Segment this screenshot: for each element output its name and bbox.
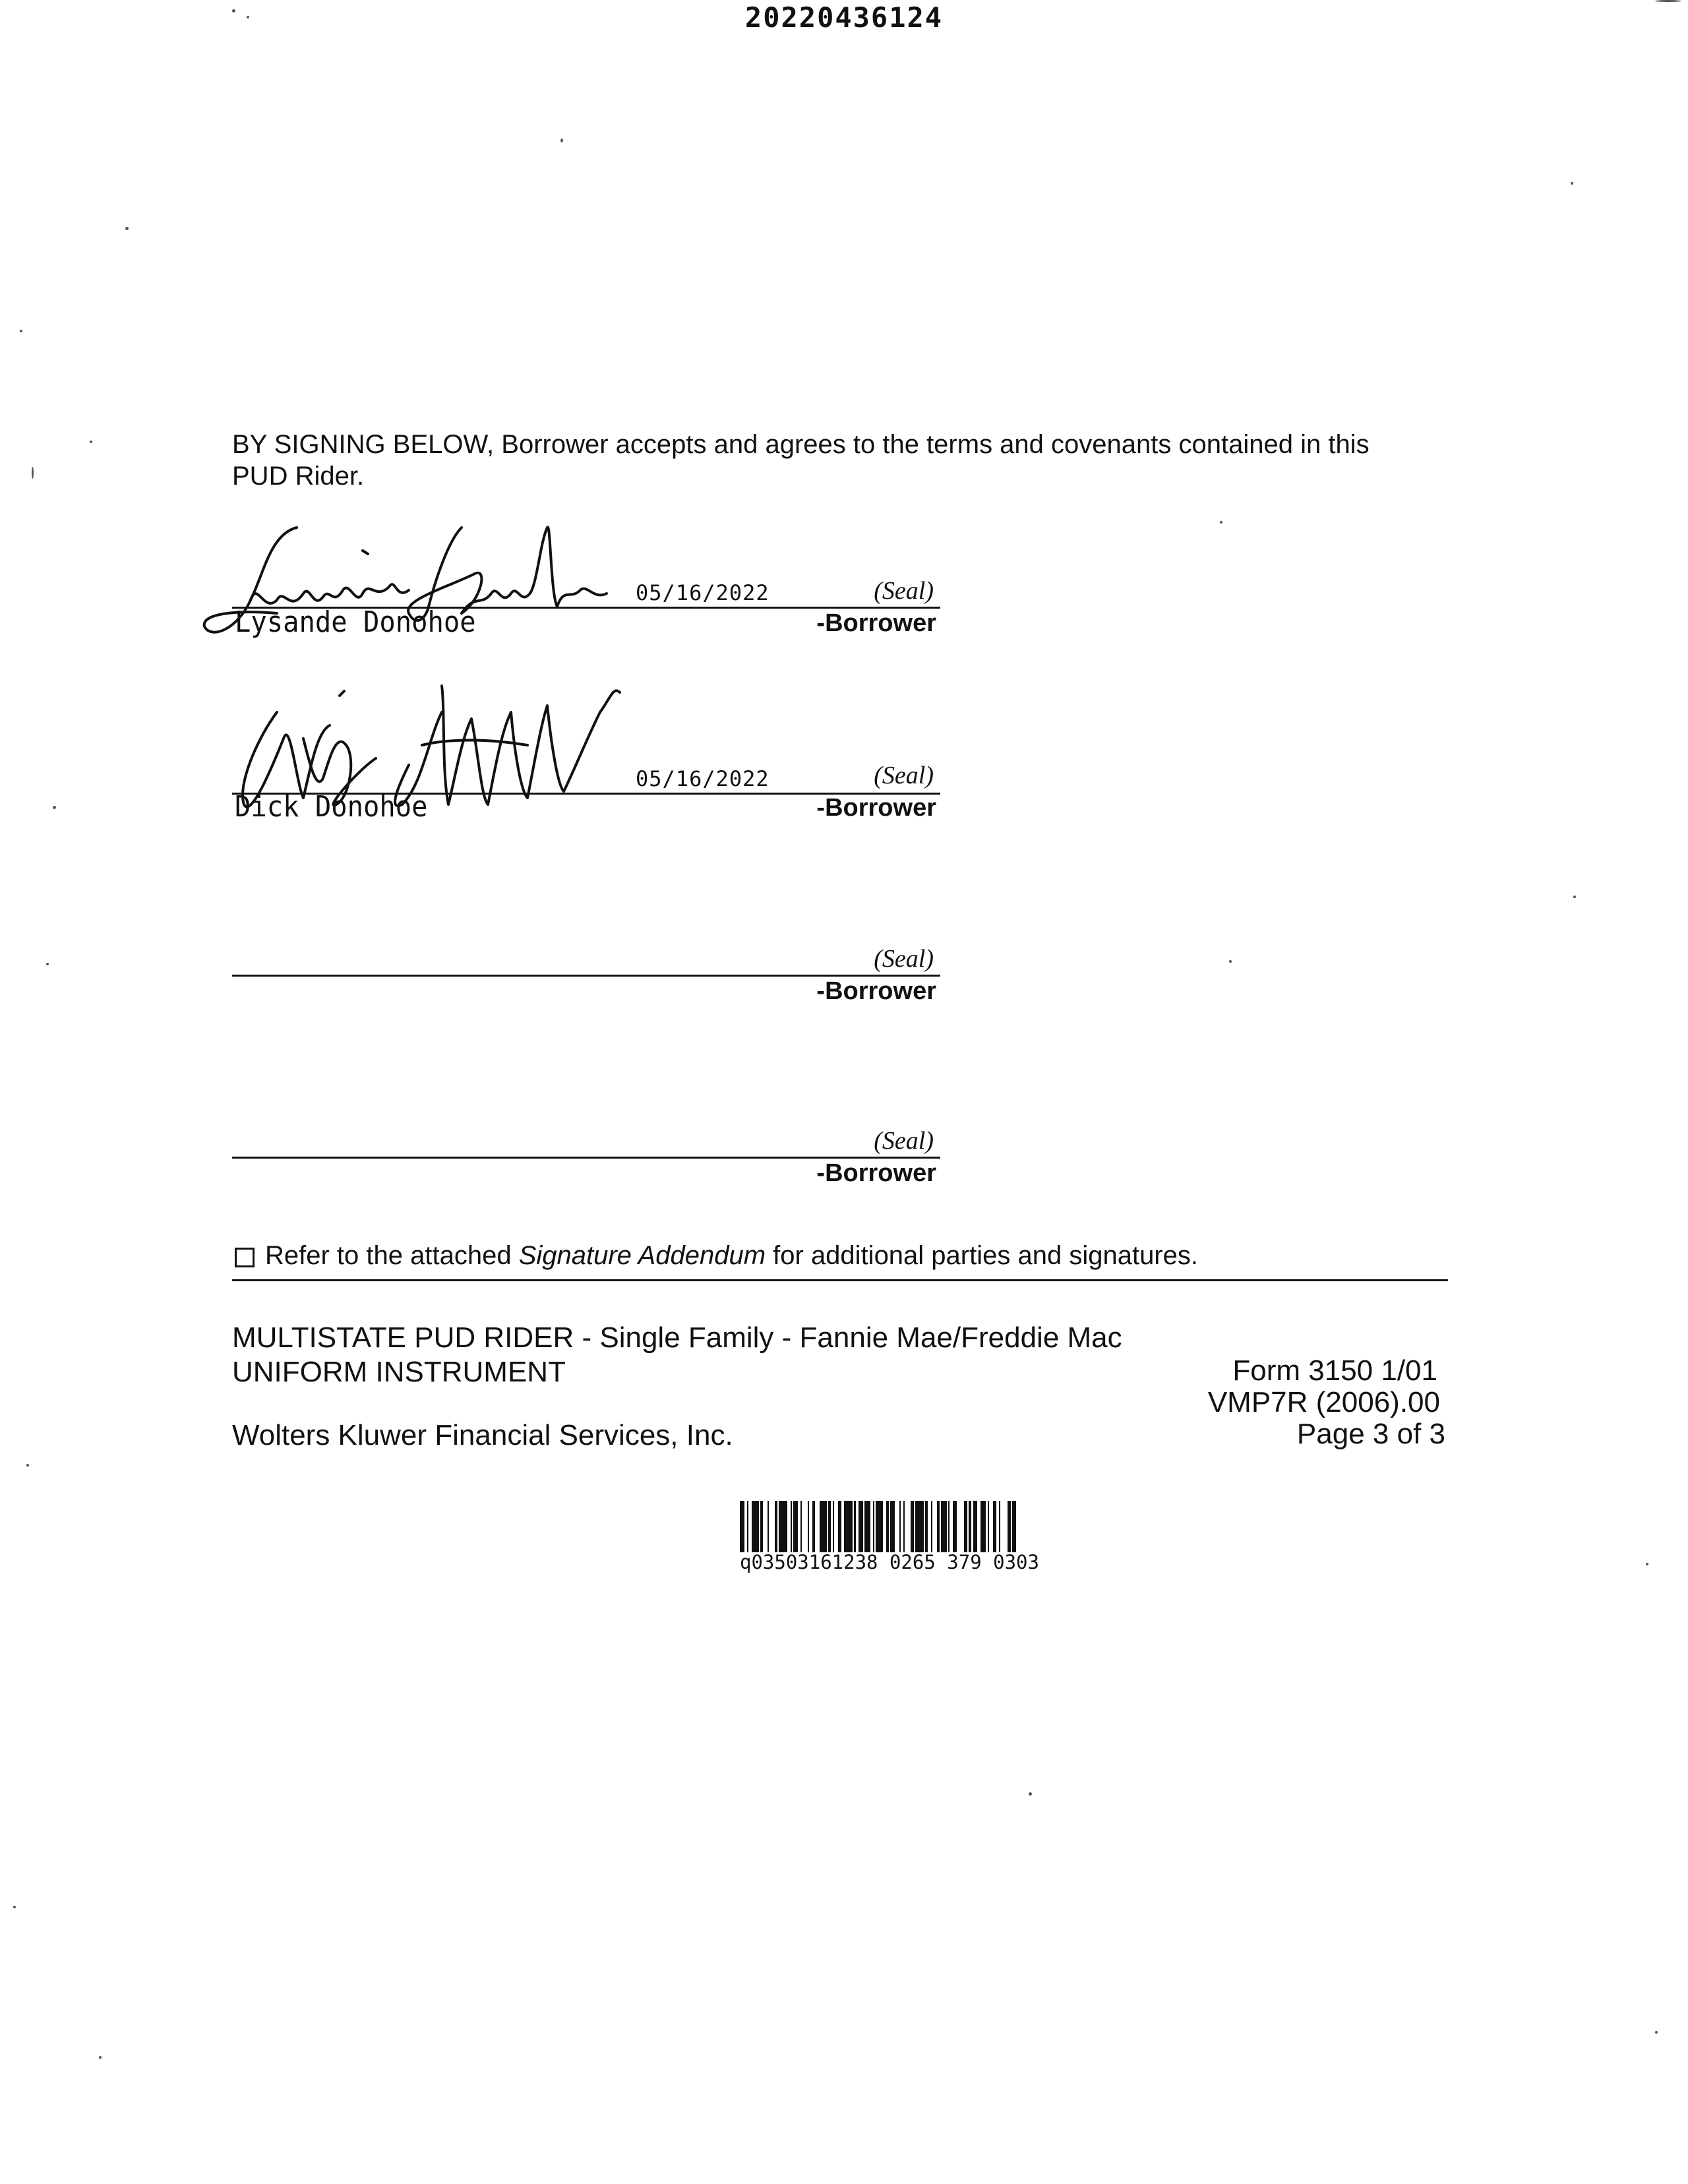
form-instrument: UNIFORM INSTRUMENT xyxy=(232,1356,566,1388)
addendum-emphasis: Signature Addendum xyxy=(518,1241,766,1270)
barcode-bar xyxy=(1000,1501,1008,1552)
borrower-role-label: -Borrower xyxy=(816,1159,936,1187)
form-number: Form 3150 1/01 xyxy=(1232,1354,1437,1387)
footer-divider xyxy=(232,1279,1448,1281)
barcode-bar xyxy=(941,1501,947,1552)
borrower-typed-name: Lysande Donohoe xyxy=(235,605,476,639)
signing-statement: BY SIGNING BELOW, Borrower accepts and agrees to the terms and covenants contained in this PUD Rider. xyxy=(232,430,1370,491)
borrower-role-label: -Borrower xyxy=(816,794,936,822)
publisher: Wolters Kluwer Financial Services, Inc. xyxy=(232,1419,733,1451)
barcode-bar xyxy=(905,1501,911,1552)
barcode-bar xyxy=(844,1501,853,1552)
scan-speck xyxy=(1029,1792,1032,1796)
barcode-bar xyxy=(859,1501,863,1552)
signature-addendum-note xyxy=(265,1241,1198,1271)
barcode-bar xyxy=(890,1501,895,1552)
signature-addendum-checkbox[interactable] xyxy=(235,1248,255,1267)
page-number: Page 3 of 3 xyxy=(1296,1418,1445,1450)
barcode-bar xyxy=(957,1501,964,1552)
scan-speck xyxy=(232,9,235,13)
barcode xyxy=(740,1501,1215,1552)
addendum-prefix: Refer to the attached xyxy=(265,1241,519,1270)
seal-label: (Seal) xyxy=(874,762,934,789)
scan-speck xyxy=(13,1906,16,1908)
barcode-bar xyxy=(815,1501,820,1552)
signature-line xyxy=(232,607,940,609)
barcode-bar xyxy=(876,1501,883,1552)
scan-speck xyxy=(90,440,92,443)
barcode-bar xyxy=(1012,1501,1017,1552)
signature-line xyxy=(232,975,940,977)
scan-speck xyxy=(26,1464,29,1467)
scan-speck xyxy=(1220,521,1222,524)
scan-speck xyxy=(1229,960,1232,963)
scan-speck xyxy=(53,806,56,809)
seal-label: (Seal) xyxy=(874,1127,934,1155)
barcode-bar xyxy=(989,1501,994,1552)
scan-speck xyxy=(247,16,249,18)
scan-speck xyxy=(560,138,563,142)
barcode-bar xyxy=(763,1501,768,1552)
borrower-typed-name: Dick Donohoe xyxy=(235,790,428,824)
recording-number: 20220436124 xyxy=(744,1,944,34)
barcode-bar xyxy=(834,1501,839,1552)
scan-speck xyxy=(1573,895,1576,898)
barcode-bar xyxy=(802,1501,808,1552)
borrower-role-label: -Borrower xyxy=(816,977,936,1005)
barcode-bar xyxy=(953,1501,957,1552)
barcode-bar xyxy=(980,1501,986,1552)
barcode-bar xyxy=(1016,1501,1017,1552)
barcode-digits: q03503161238 0265 379 0303 xyxy=(740,1551,1039,1573)
barcode-bar xyxy=(793,1501,798,1552)
scan-speck xyxy=(32,467,34,479)
barcode-bar xyxy=(915,1501,924,1552)
seal-label: (Seal) xyxy=(874,945,934,973)
scan-speck xyxy=(125,227,129,230)
scan-speck xyxy=(1655,0,1681,2)
borrower-role-label: -Borrower xyxy=(816,609,936,637)
seal-label: (Seal) xyxy=(874,577,934,605)
form-title: MULTISTATE PUD RIDER - Single Family - Fannie Mae/Freddie Mac xyxy=(232,1321,1122,1354)
scan-speck xyxy=(1571,182,1573,185)
barcode-bar xyxy=(769,1501,775,1552)
signature-line xyxy=(232,1157,940,1159)
barcode-bar xyxy=(820,1501,827,1552)
scan-speck xyxy=(46,963,49,965)
scan-speck xyxy=(99,2056,102,2059)
barcode-bar xyxy=(864,1501,870,1552)
barcode-bar xyxy=(752,1501,759,1552)
barcode-bar xyxy=(973,1501,978,1552)
barcode-bar xyxy=(895,1501,899,1552)
signature-date: 05/16/2022 xyxy=(636,766,769,791)
barcode-bar xyxy=(932,1501,937,1552)
barcode-bar xyxy=(779,1501,787,1552)
scan-speck xyxy=(1655,2031,1658,2034)
addendum-suffix: for additional parties and signatures. xyxy=(766,1241,1198,1270)
vmp-code: VMP7R (2006).00 xyxy=(1207,1386,1440,1418)
barcode-bar xyxy=(740,1501,744,1552)
scan-speck xyxy=(1646,1563,1648,1565)
scan-speck xyxy=(20,330,22,332)
signature-date: 05/16/2022 xyxy=(636,580,769,605)
